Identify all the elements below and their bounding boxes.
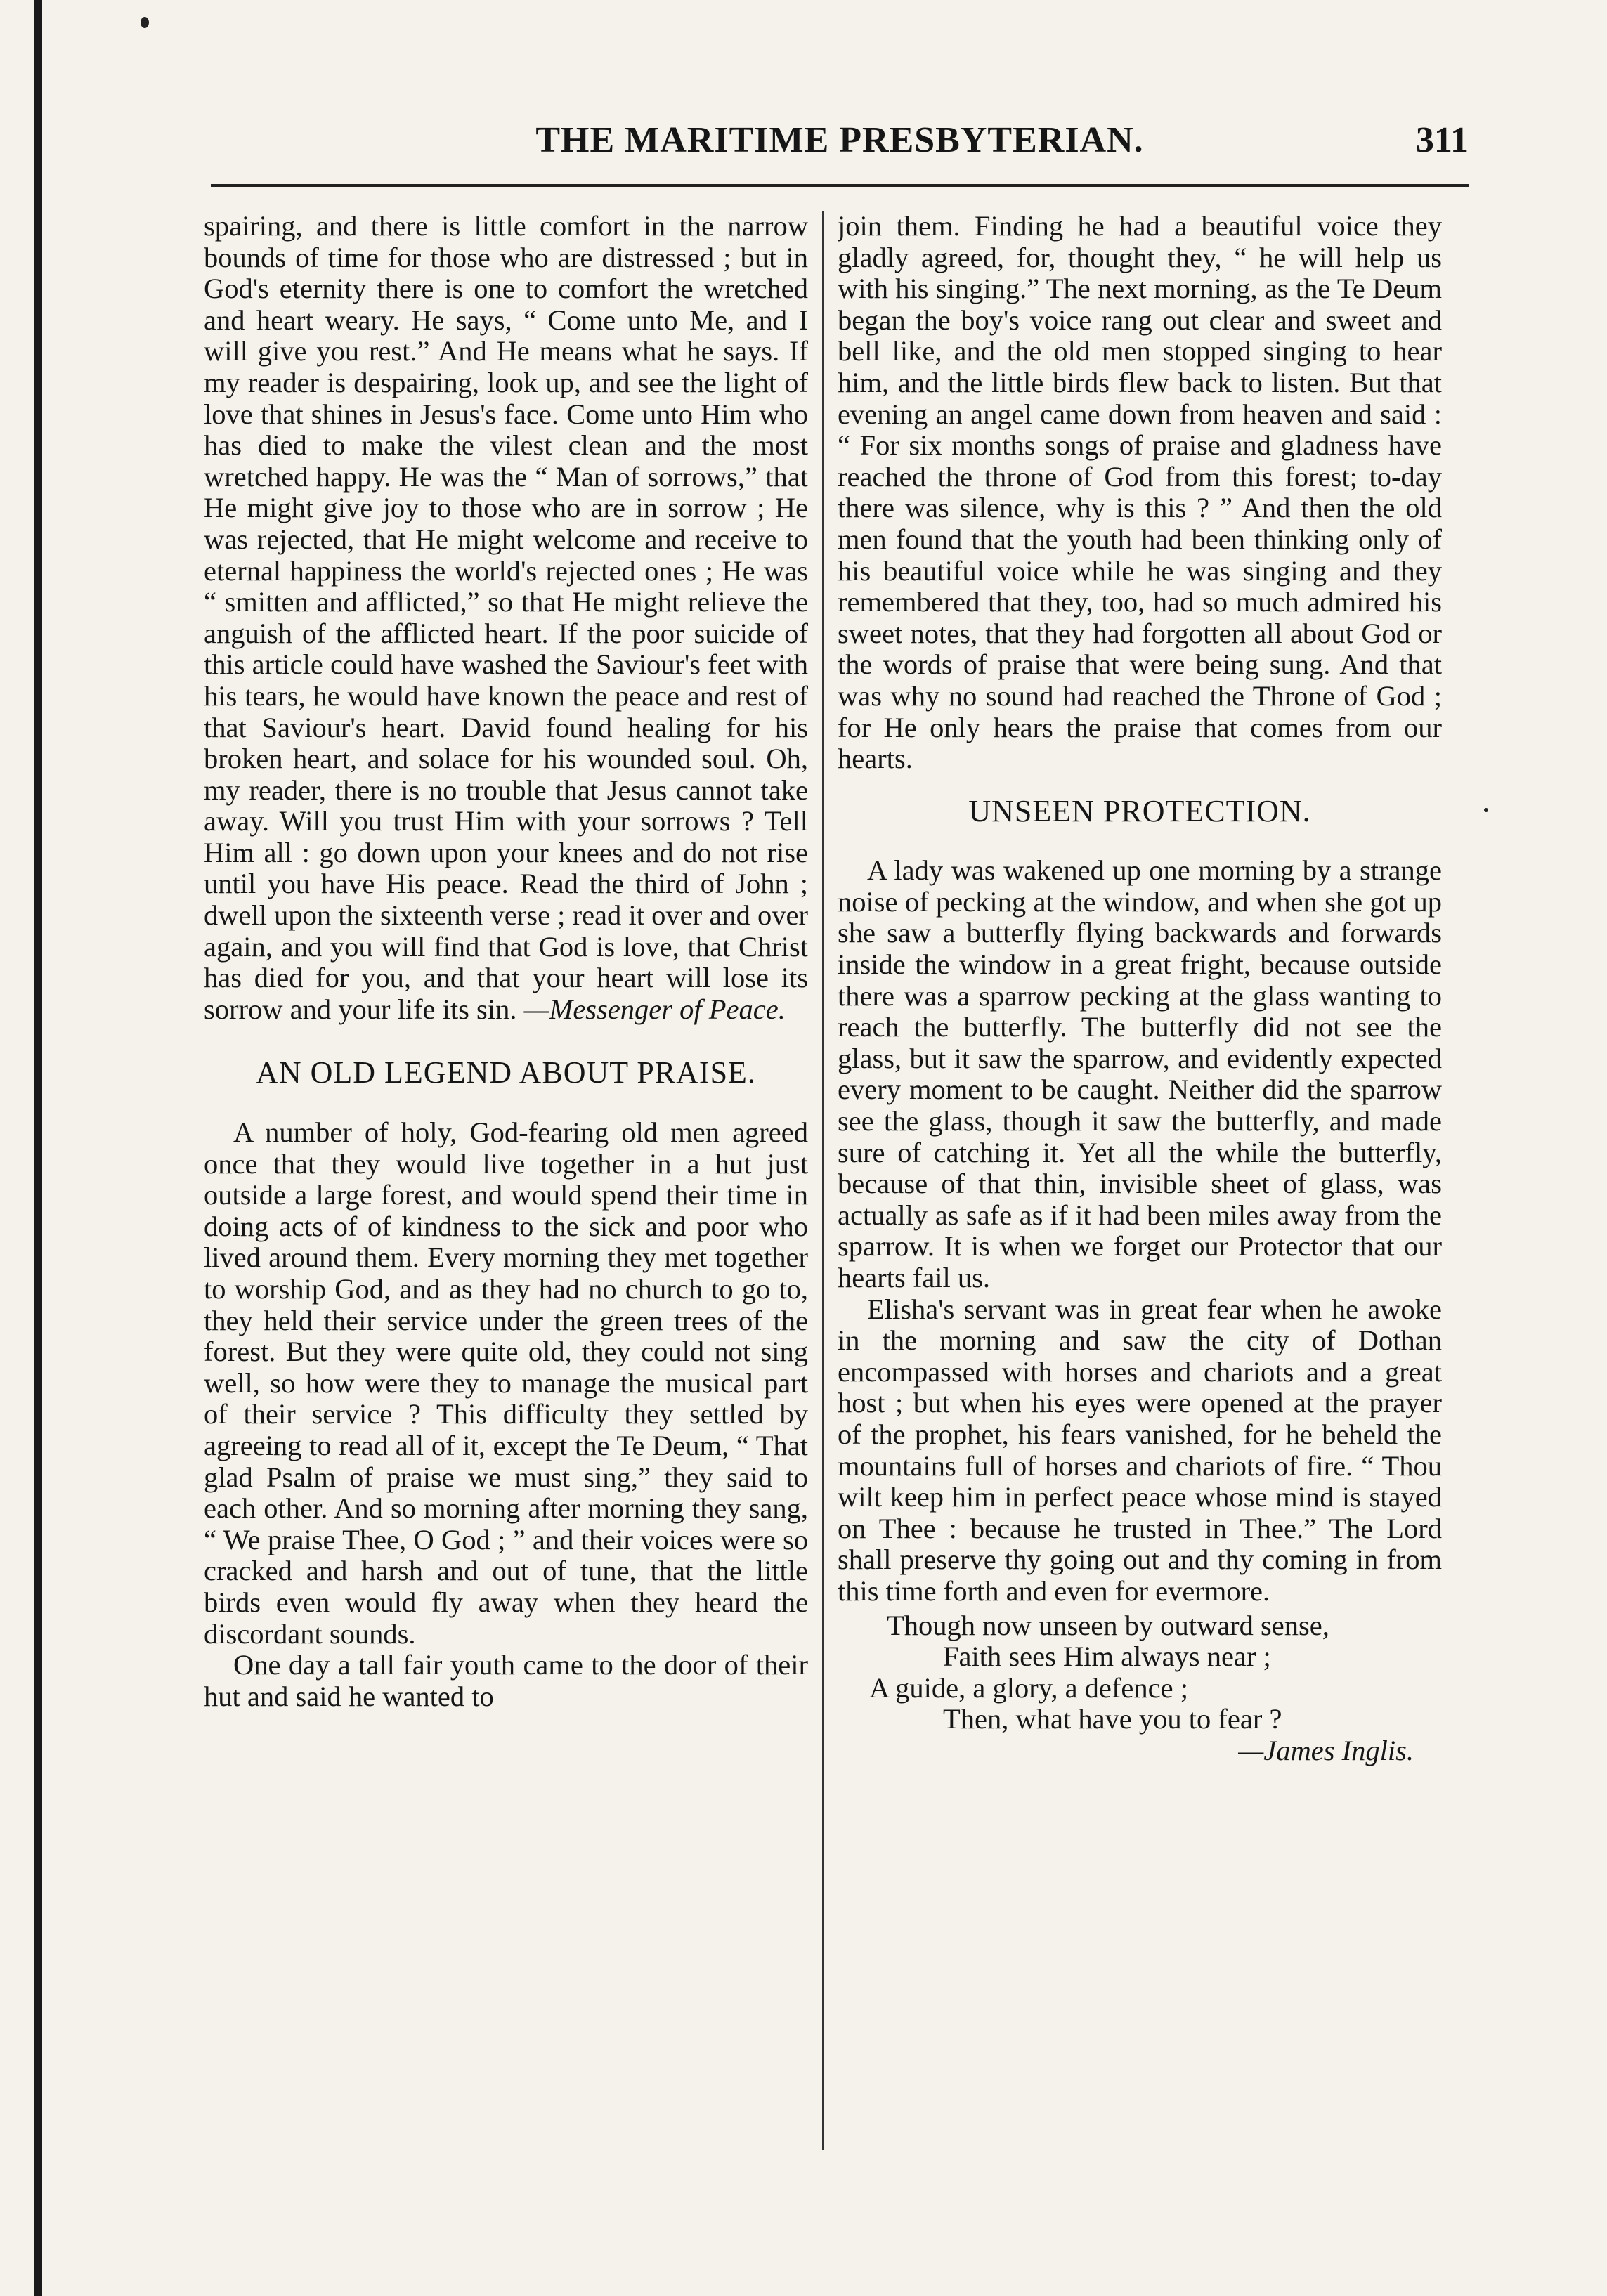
right-column: [838, 211, 1442, 2220]
poem-line: A guide, a glory, a defence ;: [869, 1671, 1188, 1704]
running-title: THE MARITIME PRESBYTERIAN.: [535, 120, 1144, 160]
poem-line: Though now unseen by outward sense,: [887, 1609, 1329, 1641]
poem: [838, 1610, 1442, 1767]
running-head: [211, 119, 1469, 176]
protection-paragraph-2: Elisha's servant was in great fear when he awoke in the morning and saw the city of Dothan encompassed with horses and chariots and a great host ; but when his eyes were opened at the prayer of the prophet, his fears vanished, for he beheld the mountains full of horses and chariots of fire. “ Thou wilt keep him in perfect peace whose mind is stayed on Thee : because he trusted in Thee.” The Lord shall preserve thy going out and thy coming in from this time forth and even for evermore.: [838, 1293, 1442, 1607]
continuation-text: spairing, and there is little comfort in the narrow bounds of time for those who are distressed ; but in God's eternity there is one to comfort the wretched and heart weary. He says, “ Come unto Me, and I will give you rest.” And He means what he says. If my reader is despairing, look up, and see the light of love that shines in Jesus's face. Come unto Him who has died to make the vilest clean and the most wretched happy. He was the “ Man of sorrows,” that He might give joy to those who are in sorrow ; He was rejected, that He might welcome and receive to eternal happiness the world's rejected ones ; He was “ smitten and afflicted,” so that He might relieve the anguish of the afflicted heart. If the poor suicide of this article could have washed the Saviour's feet with his tears, he would have known the peace and rest of that Saviour's heart. David found healing for his broken heart, and solace for his wounded soul. Oh, my reader, there is no trouble that Jesus cannot take away. Will you trust Him with your sorrows ? Tell Him all : go down upon your knees and do not rise until you have His peace. Read the third of John ; dwell upon the sixteenth verse ; read it over and over again, and you will find that God is love, that Christ has died for you, and that your heart will lose its sorrow and your life its sin.: [204, 211, 808, 1025]
poem-line: Then, what have you to fear ?: [943, 1703, 1282, 1735]
header-rule: [211, 184, 1469, 187]
ink-speck: [141, 17, 149, 28]
ink-speck: [1484, 808, 1488, 812]
left-column: [204, 211, 808, 2220]
page-number: 311: [1415, 120, 1469, 160]
column-divider: [822, 211, 824, 2150]
protection-paragraph-1: A lady was wakened up one morning by a strange noise of pecking at the window, and when she got up she saw a butterfly flying backwards and forwards inside the window in a great fright, because outside there was a sparrow pecking at the glass wanting to reach the butterfly. The butterfly did not see the glass, but it saw the sparrow, and evidently expected every moment to be caught. Neither did the sparrow see the glass, though it saw the butterfly, and made sure of catching it. Yet all the while the butterfly, because of that thin, invisible sheet of glass, was actually as safe as if it had been miles away from the sparrow. It is when we forget our Protector that our hearts fail us.: [838, 854, 1442, 1293]
poem-line: Faith sees Him always near ;: [943, 1641, 1271, 1673]
legend-heading: AN OLD LEGEND ABOUT PRAISE.: [256, 1055, 756, 1090]
continuation-attribution: —Messenger of Peace.: [523, 993, 786, 1025]
continuation-paragraph: [204, 211, 808, 1025]
legend-paragraph-1: A number of holy, God-fearing old men agreed once that they would live together in a hut just outside a large forest, and would spend their time in doing acts of of kindness to the sick and poor who lived around them. Every morning they met together to worship God, and as they had no church to go to, they held their service under the green trees of the forest. But they were quite old, they could not sing well, so how were they to manage the musical part of their service ? This difficulty they settled by agreeing to read all of it, except the Te Deum, “ That glad Psalm of praise we must sing,” they said to each other. And so morning after morning they sang, “ We praise Thee, O God ; ” and their voices were so cracked and harsh and out of tune, that the little birds even would fly away when they heard the discordant sounds.: [204, 1116, 808, 1650]
legend-paragraph-2-start: One day a tall fair youth came to the door of their hut and said he wanted to: [204, 1649, 808, 1712]
protection-heading: UNSEEN PROTECTION.: [968, 793, 1311, 828]
page-binding-edge: [34, 0, 42, 2296]
poem-author: —James Inglis.: [1238, 1734, 1414, 1766]
legend-paragraph-2-end: join them. Finding he had a beautiful voice they gladly agreed, for, thought they, “ he will help us with his singing.” The next morning, as the Te Deum began the boy's voice rang out clear and sweet and bell like, and the old men stopped singing to hear him, and the little birds flew back to listen. But that evening an angel came down from heaven and said : “ For six months songs of praise and gladness have reached the throne of God from this forest; to-day there was silence, why is this ? ” And then the old men found that the youth had been thinking only of his beautiful voice while he was singing and they remembered that they, too, had so much admired his sweet notes, that they had forgotten all about God or the words of praise that were being sung. And that was why no sound had reached the Throne of God ; for He only hears the praise that comes from our hearts.: [838, 211, 1442, 775]
